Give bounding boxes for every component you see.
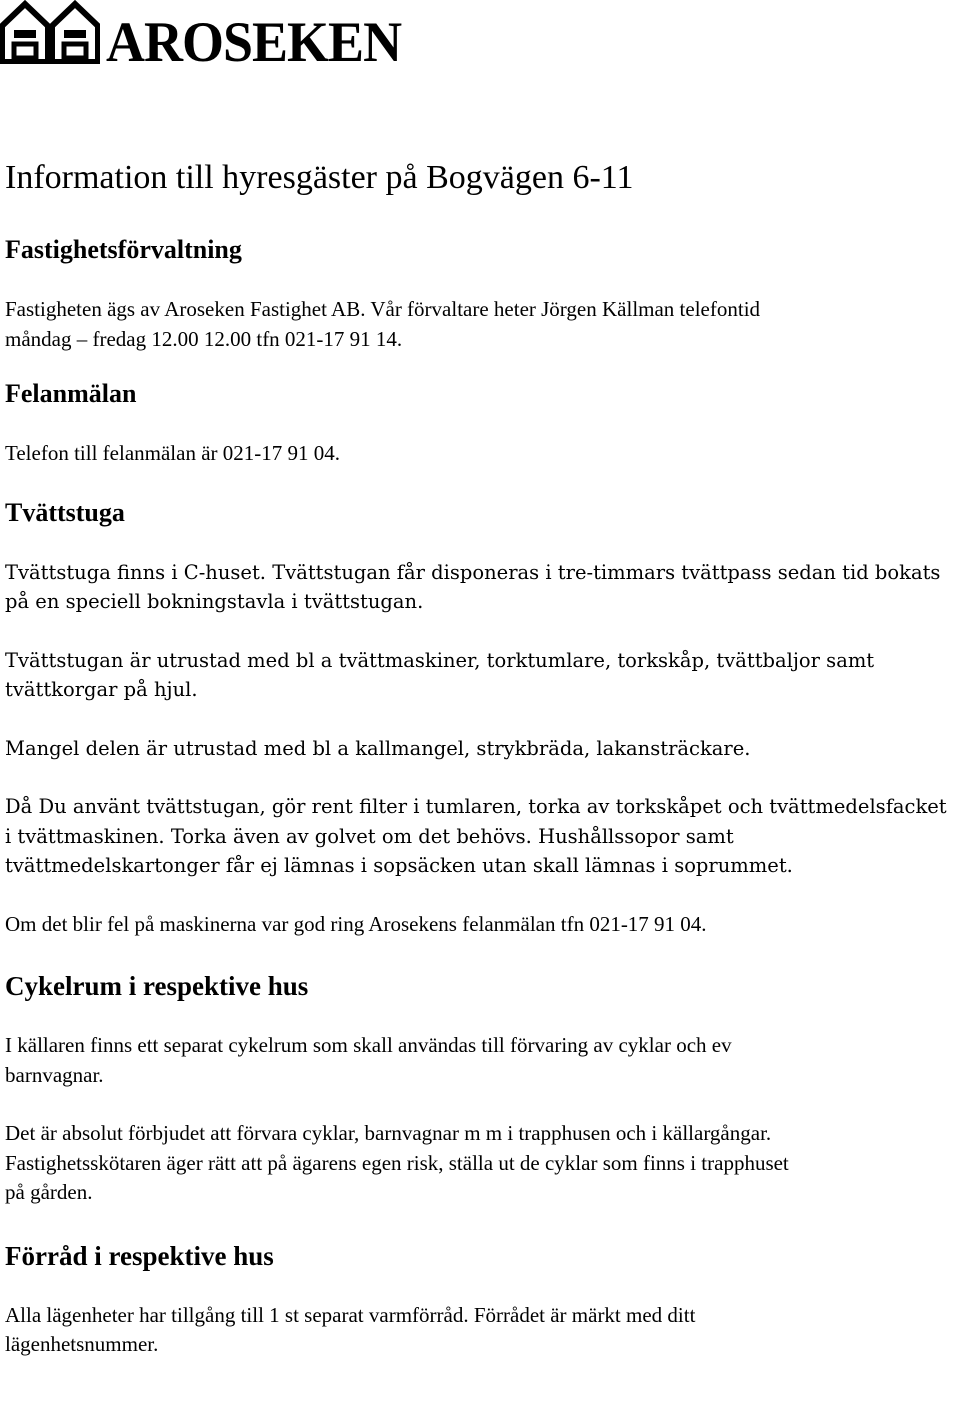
paragraph-line: tvättkorgar på hjul.	[5, 678, 198, 701]
heading-tvattstuga: Tvättstuga	[5, 497, 125, 527]
paragraph-line: måndag – fredag 12.00 12.00 tfn 021-17 91 14.	[5, 326, 403, 351]
paragraph-line: Tvättstuga finns i C-huset. Tvättstugan får disponeras i tre-timmars tvättpass sedan tid bokats	[5, 560, 941, 584]
paragraph-line: Mangel delen är utrustad med bl a kallmangel, strykbräda, lakansträckare.	[5, 736, 751, 760]
heading-fastighetsforvaltning: Fastighetsförvaltning	[5, 235, 242, 264]
paragraph-line: Fastigheten ägs av Aroseken Fastighet AB. Vår förvaltare heter Jörgen Källman telefontid	[5, 297, 761, 321]
paragraph-line: Fastighetsskötaren äger rätt att på ägarens egen risk, ställa ut de cyklar som finns i trapphuset	[5, 1150, 789, 1175]
paragraph-line: barnvagnar.	[5, 1062, 104, 1087]
page-title: Information till hyresgäster på Bogvägen 6-11	[5, 159, 634, 196]
logo-wordmark: AROSEKEN	[106, 10, 402, 74]
paragraph-line: tvättmedelskartonger får ej lämnas i sopsäcken utan skall lämnas i soprummet.	[5, 854, 793, 877]
paragraph-line: Då Du använt tvättstugan, gör rent filter i tumlaren, torka av torkskåpet och tvättmedelsfacket	[5, 795, 947, 818]
paragraph-line: på gården.	[5, 1180, 93, 1204]
paragraph-line: I källaren finns ett separat cykelrum som skall användas till förvaring av cyklar och ev	[5, 1033, 732, 1057]
heading-forrad: Förråd i respektive hus	[5, 1240, 274, 1271]
paragraph-line: Alla lägenheter har tillgång till 1 st separat varmförråd. Förrådet är märkt med ditt	[5, 1302, 696, 1327]
paragraph-line: i tvättmaskinen. Torka även av golvet om det behövs. Hushållssopor samt	[5, 824, 734, 848]
aroseken-logo	[0, 0, 402, 74]
paragraph-line: Det är absolut förbjudet att förvara cyklar, barnvagnar m m i trapphusen och i källargångar.	[5, 1121, 772, 1145]
paragraph-line: lägenhetsnummer.	[5, 1332, 159, 1356]
heading-felanmalan: Felanmälan	[5, 379, 137, 408]
paragraph-line: Telefon till felanmälan är 021-17 91 04.	[5, 441, 341, 465]
paragraph-line: Tvättstugan är utrustad med bl a tvättmaskiner, torktumlare, torkskåp, tvättbaljor samt	[5, 648, 875, 672]
document-body	[5, 150, 960, 1360]
heading-cykelrum: Cykelrum i respektive hus	[5, 971, 309, 1001]
paragraph-line: Om det blir fel på maskinerna var god ring Arosekens felanmälan tfn 021-17 91 04.	[5, 911, 707, 936]
paragraph-line: på en speciell bokningstavla i tvättstugan.	[5, 590, 424, 613]
house-icon	[0, 0, 100, 64]
